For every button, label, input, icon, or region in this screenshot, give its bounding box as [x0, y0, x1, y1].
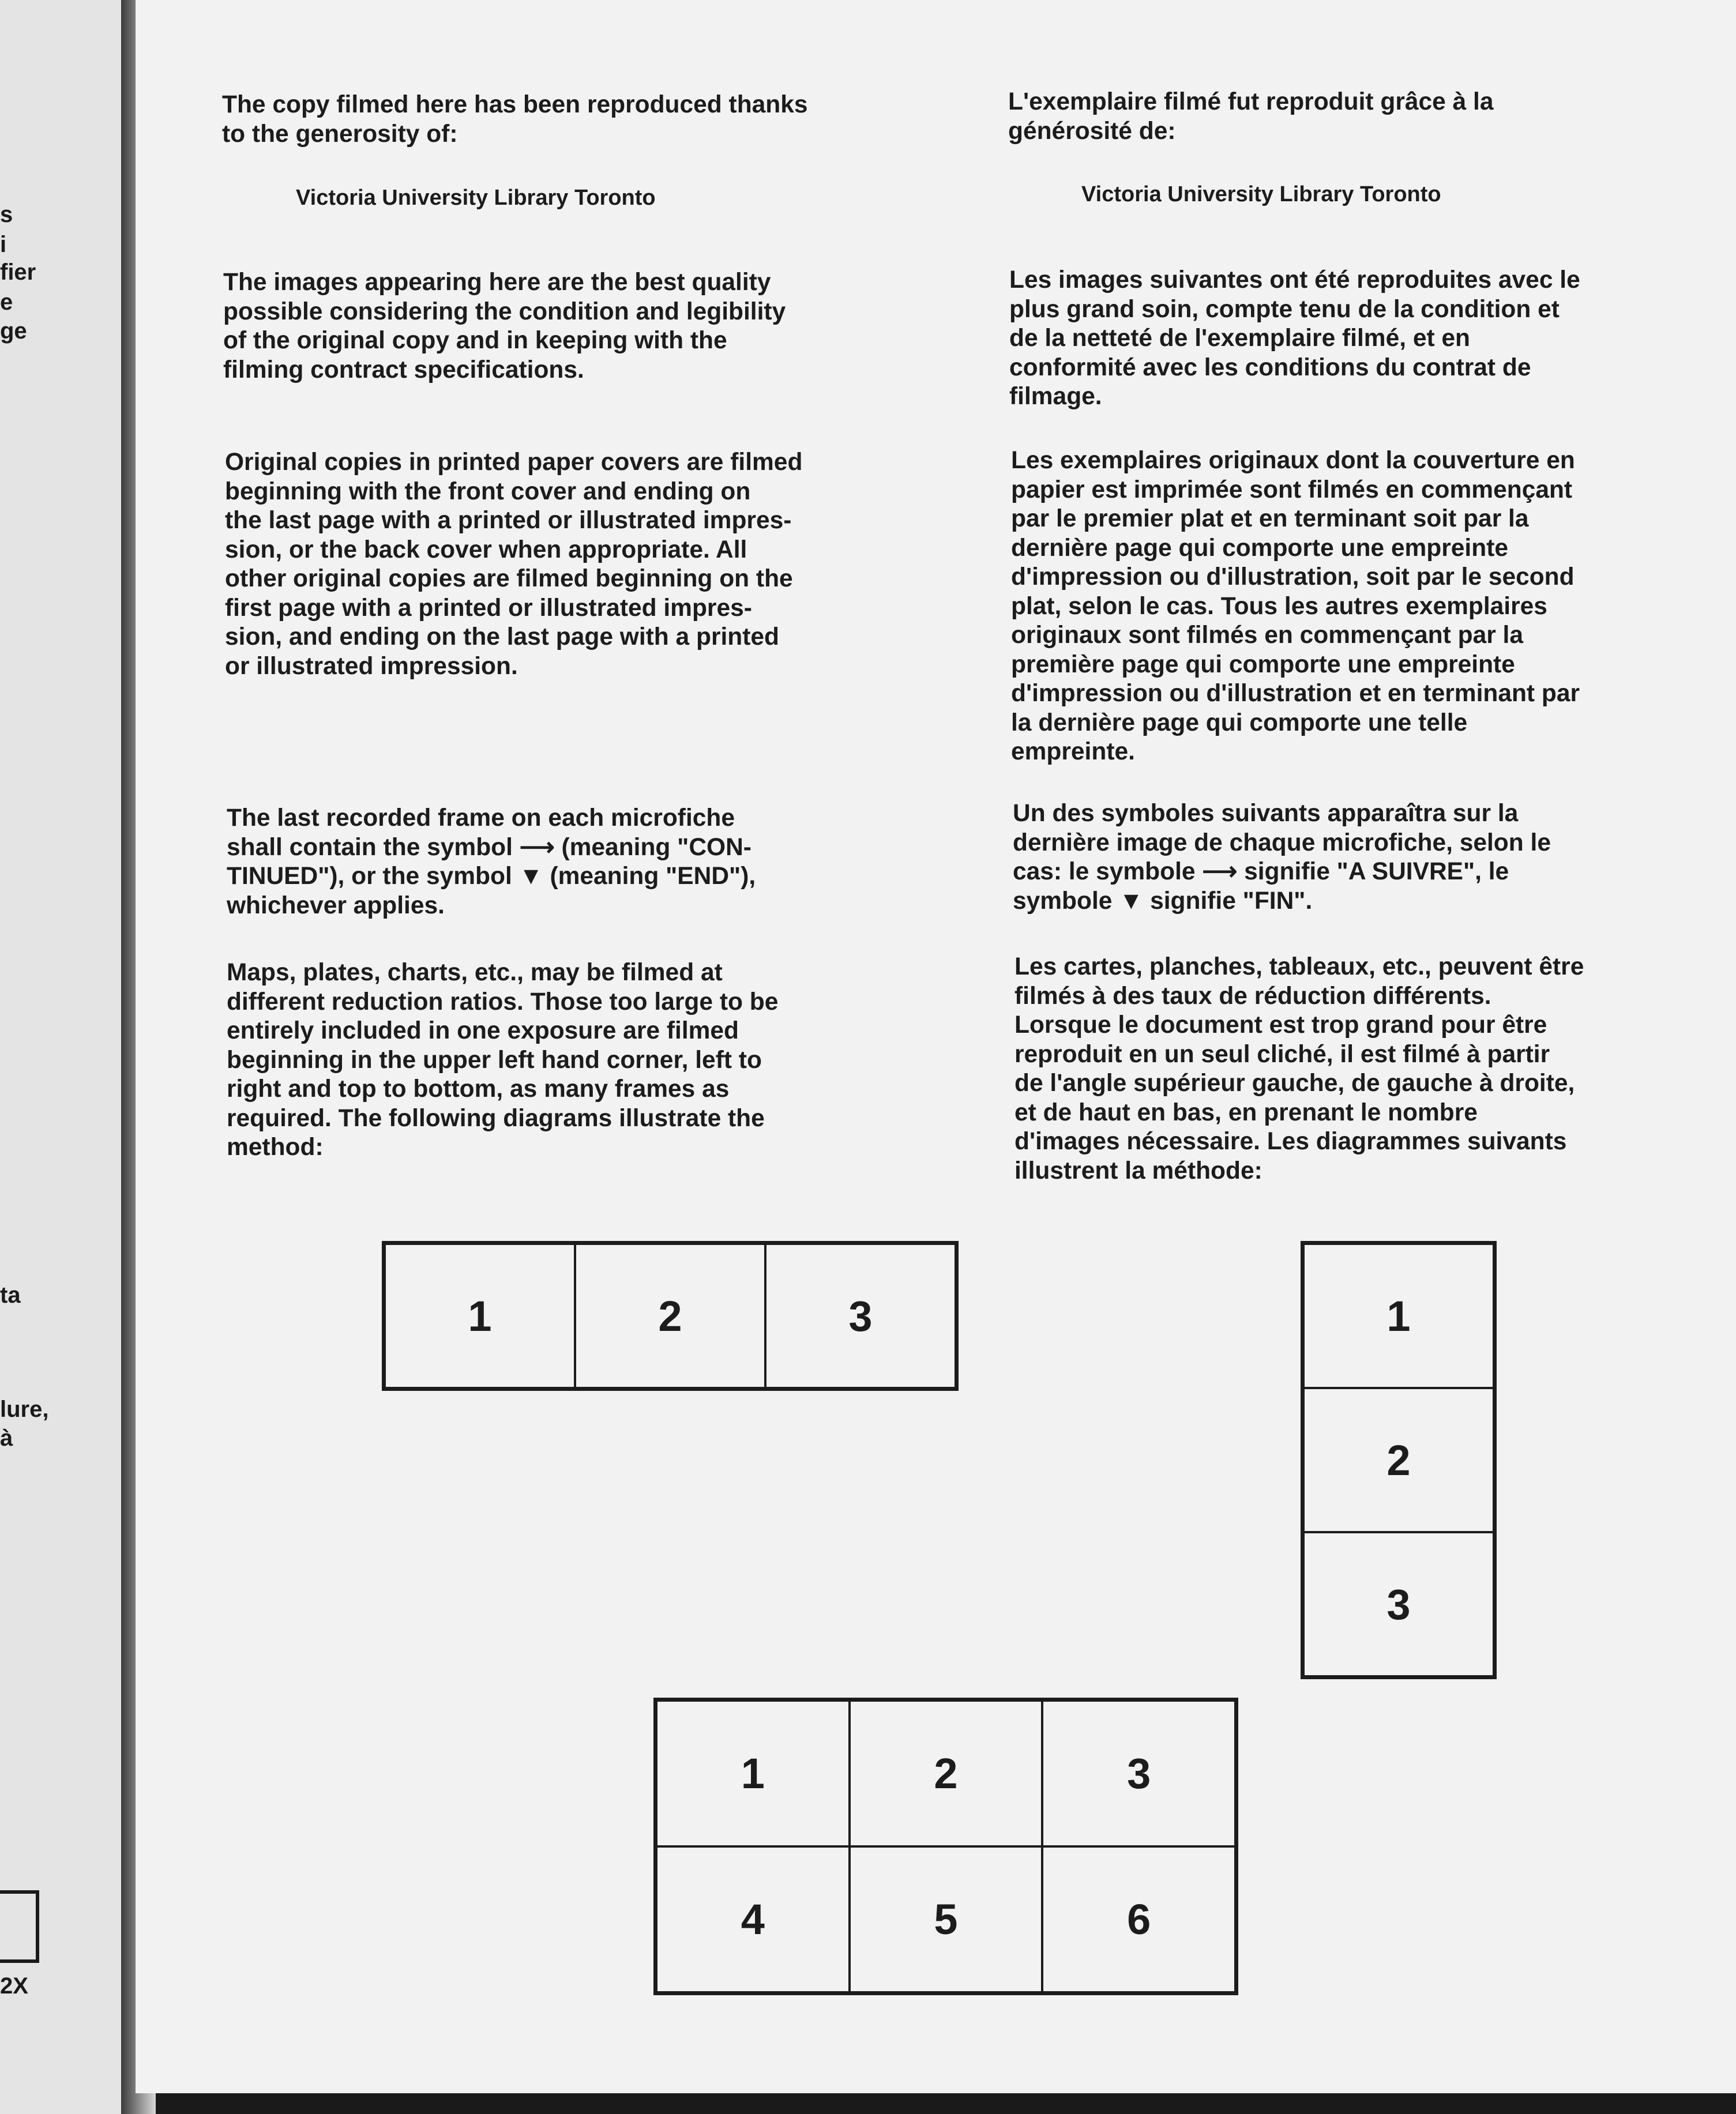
diagram-cell: 4 — [656, 1846, 850, 1992]
diagram-cell: 2 — [850, 1701, 1043, 1846]
french-quality-paragraph: Les images suivantes ont été reproduites avec le plus grand soin, compte tenu de la condition et de la netteté de l'exemplaire filmé, et en conformité avec les conditions du contrat de filmage. — [1009, 266, 1580, 410]
diagram-cell: 6 — [1042, 1846, 1235, 1992]
diagram-cell: 3 — [765, 1244, 956, 1388]
diagram-cell: 3 — [1303, 1532, 1494, 1676]
english-library-name: Victoria University Library Toronto — [296, 186, 656, 210]
prev-page-text: ge — [0, 318, 27, 344]
english-symbols-paragraph: The last recorded frame on each microfiche shall contain the symbol ⟶ (meaning "CON- TINUED"), or the symbol ▼ (meaning "END"), whichever applies. — [227, 804, 756, 919]
french-symbols-paragraph: Un des symboles suivants apparaîtra sur la dernière image de chaque microfiche, selon le cas: le symbole ⟶ signifie "A SUIVRE", le symbole ▼ signifie "FIN". — [1013, 800, 1551, 915]
prev-page-text: à — [0, 1425, 13, 1451]
diagram-row-three — [382, 1241, 959, 1391]
prev-page-text: fier — [0, 259, 36, 285]
diagram-cell: 1 — [385, 1244, 575, 1388]
french-maps-paragraph: Les cartes, planches, tableaux, etc., peuvent être filmés à des taux de réduction différents. Lorsque le document est trop grand pour être reproduit en un seul cliché, il est filmé à partir de l'angle supérieur gauche, de gauche à droite, et de haut en bas, en prenant le nombre d'images nécessaire. Les diagrammes suivants illustrent la méthode: — [1014, 953, 1584, 1184]
french-originals-paragraph: Les exemplaires originaux dont la couverture en papier est imprimée sont filmés en commençant par le premier plat et en terminant soit par la dernière page qui comporte une empreinte d'impression ou d'illustration, soit par le second plat, selon le cas. Tous les autres exemplaires originaux sont filmés en commençant par la première page qui comporte une empreinte d'impression ou d'illustration et en terminant par la dernière page qui comporte une telle empreinte. — [1011, 447, 1580, 765]
diagram-cell: 3 — [1042, 1701, 1235, 1846]
prev-page-text: ta — [0, 1282, 21, 1308]
previous-page-fragment — [0, 0, 138, 2114]
english-originals-paragraph: Original copies in printed paper covers are filmed beginning with the front cover and ending on the last page with a printed or illustrated impres- sion, or the back cover when appropriate. All other original copies are filmed beginning on the first page with a printed or illustrated impres- sion, and ending on the last page with a printed or illustrated impression. — [225, 449, 803, 680]
document-page — [136, 0, 1736, 2093]
diagram-cell: 5 — [850, 1846, 1043, 1992]
diagram-cell: 1 — [1303, 1244, 1494, 1388]
english-maps-paragraph: Maps, plates, charts, etc., may be filmed at different reduction ratios. Those too large to be entirely included in one exposure are filmed beginning in the upper left hand corner, left to right and top to bottom, as many frames as required. The following diagrams illustrate the method: — [227, 959, 779, 1161]
prev-page-text: 2X — [0, 1973, 28, 1999]
french-library-name: Victoria University Library Toronto — [1081, 182, 1441, 206]
prev-page-text: s — [0, 202, 13, 227]
prev-page-box — [0, 1890, 39, 1963]
prev-page-text: e — [0, 289, 13, 315]
english-intro: The copy filmed here has been reproduced thanks to the generosity of: — [222, 91, 808, 148]
diagram-cell: 1 — [656, 1701, 850, 1846]
diagram-cell: 2 — [575, 1244, 765, 1388]
prev-page-text: lure, — [0, 1397, 49, 1422]
prev-page-text: i — [0, 232, 7, 257]
french-intro: L'exemplaire filmé fut reproduit grâce à la générosité de: — [1008, 88, 1494, 145]
diagram-grid-six — [653, 1698, 1238, 1995]
diagram-column-three — [1301, 1241, 1497, 1679]
diagram-cell: 2 — [1303, 1388, 1494, 1532]
english-quality-paragraph: The images appearing here are the best quality possible considering the condition and legibility of the original copy and in keeping with the filming contract specifications. — [223, 269, 786, 383]
